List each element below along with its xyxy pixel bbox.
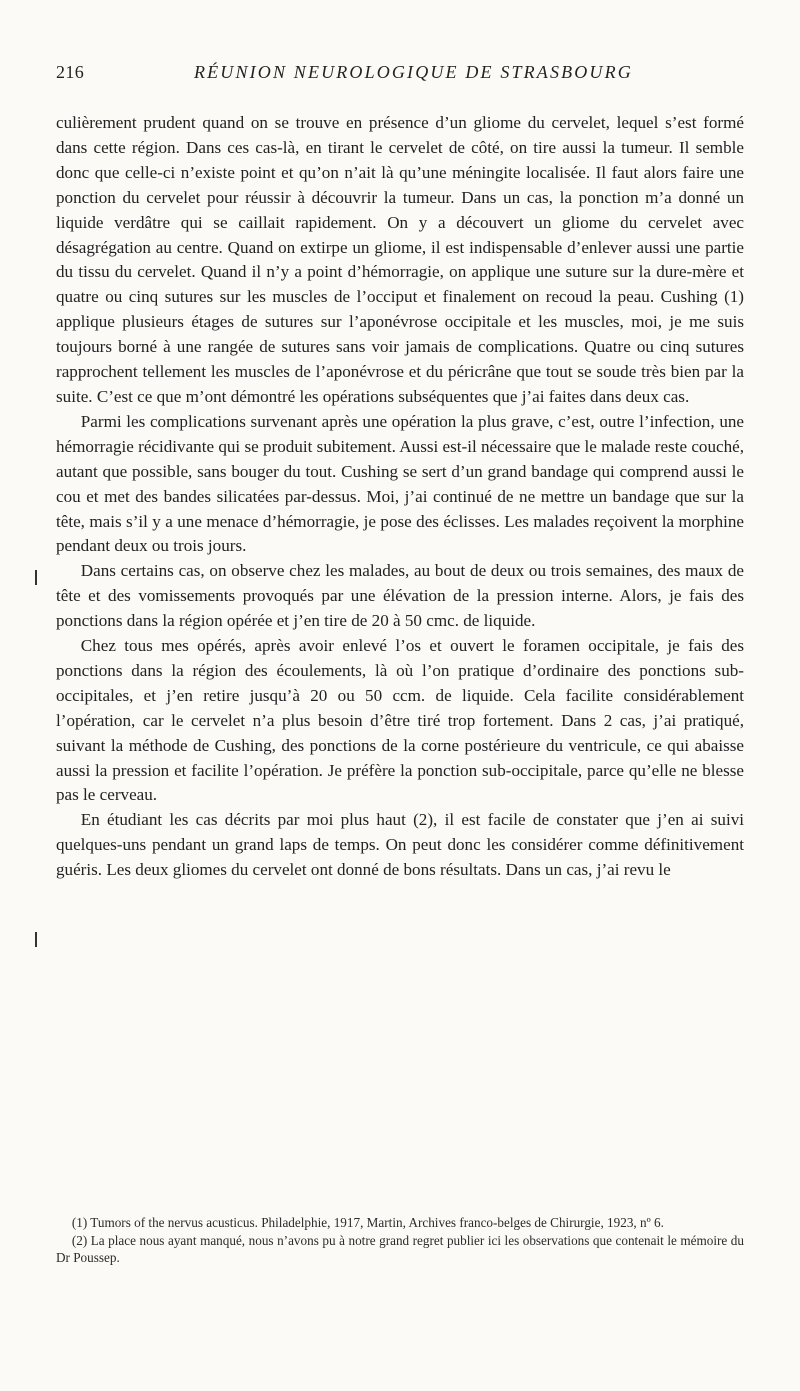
paragraph: Dans certains cas, on observe chez les malades, au bout de deux ou trois semaines, des maux de tête et des vomissements provoqués par une élévation de la pression interne. Alors, je fais des ponctions dans la région opérée et j’en tire de 20 à 50 cmc. de liquide. (56, 561, 744, 631)
footnote: (1) Tumors of the nervus acusticus. Philadelphie, 1917, Martin, Archives franco-belges de Chirurgie, 1923, nº 6. (71, 1215, 664, 1230)
page-number: 216 (56, 62, 85, 82)
paragraph: culièrement prudent quand on se trouve en présence d’un gliome du cervelet, lequel s’est formé dans cette région. Dans ces cas-là, en tirant le cervelet de côté, on tire aussi la tumeur. Il semble donc que celle-ci n’existe point et qu’on n’ait là qu’une méningite localisée. Il faut alors faire une ponction du cervelet pour réussir à découvrir la tumeur. Dans un cas, la ponction m’a donné un liquide verdâtre qui se caillait rapidement. On y a découvert un gliome du cervelet avec désagrégation au centre. Quand on extirpe un gliome, il est indispensable d’enlever aussi une partie du tissu du cervelet. Quand il n’y a point d’hémorragie, on applique une suture sur la dure-mère et quatre ou cinq sutures sur les muscles de l’occiput et finalement on recoud la peau. Cushing (1) applique plusieurs étages de sutures sur l’aponévrose occipitale et les muscles, moi, je me suis toujours borné à une rangée de sutures sans voir jamais de complications. Quatre ou cinq sutures rapprochent tellement les muscles de l’aponévrose et du péricrâne que tout se soude très bien par la suite. C’est ce que m’ont démontré les opérations subséquentes que j’ai faites dans deux cas. (56, 113, 744, 406)
margin-mark (35, 932, 38, 947)
paragraph: Parmi les complications survenant après une opération la plus grave, c’est, outre l’infection, une hémorragie récidivante qui se produit subitement. Aussi est-il nécessaire que le malade reste couché, autant que possible, sans bouger du tout. Cushing se sert d’un grand bandage qui comprend aussi le cou et met des bandes silicatées par-dessus. Moi, j’ai continué de ne mettre un bandage que sur la tête, mais s’il y a une menace d’hémorragie, je pose des éclisses. Les malades reçoivent la morphine pendant deux ou trois jours. (56, 411, 744, 556)
running-head (56, 62, 744, 88)
running-head-title: RÉUNION NEUROLOGIQUE DE STRASBOURG (194, 62, 633, 82)
paragraph: Chez tous mes opérés, après avoir enlevé l’os et ouvert le foramen occipitale, je fais des ponctions dans la région des écoulements, là où l’on pratique d’ordinaire des ponctions sub-occipitales, et j’en retire jusqu’à 20 ou 50 ccm. de liquide. Cela facilite considérablement l’opération, car le cervelet n’a plus besoin d’être tiré trop fortement. Dans 2 cas, j’ai pratiqué, suivant la méthode de Cushing, des ponctions de la corne postérieure du ventricule, ce qui abaisse aussi la pression et facilite l’opération. Je préfère la ponction sub-occipitale, parce qu’elle ne blesse pas le cerveau. (56, 636, 744, 805)
footnote: (2) La place nous ayant manqué, nous n’avons pu à notre grand regret publier ici les observations que contenait le mémoire du Dr Poussep. (56, 1232, 744, 1265)
paragraph: En étudiant les cas décrits par moi plus haut (2), il est facile de constater que j’en ai suivi quelques-uns pendant un grand laps de temps. On peut donc les considérer comme définitivement guéris. Les deux gliomes du cervelet ont donné de bons résultats. Dans un cas, j’ai revu le (56, 810, 744, 880)
body-text (56, 111, 744, 883)
footnotes (56, 1214, 744, 1267)
margin-mark (35, 570, 38, 585)
